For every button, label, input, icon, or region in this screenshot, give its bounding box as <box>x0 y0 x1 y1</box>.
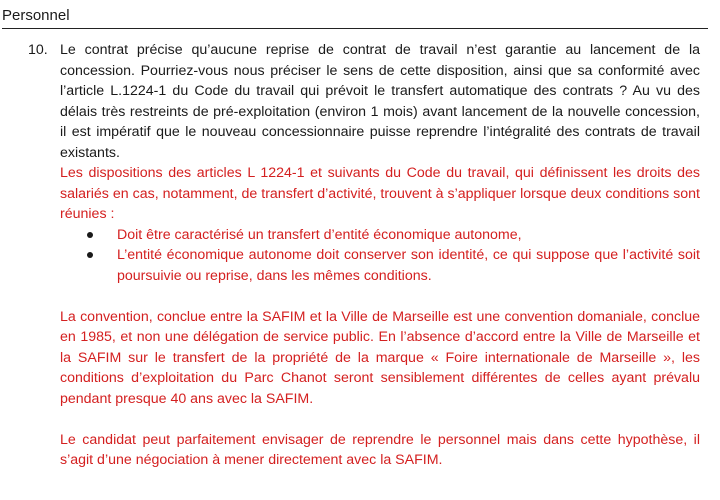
section-header <box>2 6 708 29</box>
paragraph-gap <box>60 286 700 307</box>
list-item <box>87 245 700 286</box>
bullet-icon <box>87 252 93 258</box>
paragraph-gap <box>60 409 700 430</box>
answer-bullet-list <box>60 225 700 287</box>
section-title: Personnel <box>2 7 70 24</box>
answer-intro: Les dispositions des articles L 1224-1 et suivants du Code du travail, qui définissent les droits des salariés en cas, notamment, de transfert d’activité, trouvent à s’appliquer lorsque deux conditions sont réunies : <box>60 165 700 222</box>
item-body <box>60 40 700 471</box>
bullet-icon <box>87 232 93 238</box>
list-item <box>87 225 700 246</box>
answer-paragraph-2: La convention, conclue entre la SAFIM et la Ville de Marseille est une convention domaniale, conclue en 1985, et non une délégation de service public. En l’absence d’accord entre la Ville de Marseille et la SAFIM sur le transfert de la propriété de la marque « Foire internationale de Marseille », les conditions d’exploitation du Parc Chanot seront sensiblement différentes de celles ayant prévalu pendant presque 40 ans avec la SAFIM. <box>60 308 700 407</box>
answer-paragraph-3: Le candidat peut parfaitement envisager de reprendre le personnel mais dans cette hypothèse, il s’agit d’une négociation à mener directement avec la SAFIM. <box>60 431 700 468</box>
item-number: 10. <box>28 42 48 58</box>
bullet-text: Doit être caractérisé un transfert d’entité économique autonome, <box>117 226 522 243</box>
bullet-text: L’entité économique autonome doit conserver son identité, ce qui suppose que l’activité soit poursuivie ou reprise, dans les mêmes conditions. <box>117 247 700 284</box>
question-item <box>30 40 700 471</box>
answer-block <box>60 163 700 471</box>
question-text: Le contrat précise qu’aucune reprise de contrat de travail n’est garantie au lancement de la concession. Pourriez-vous nous préciser le sens de cette disposition, ainsi que sa conformité avec l’article L.1224-1 du Code du travail qui prévoit le transfert automatique des contrats ? Au vu des délais très restreints de pré-exploitation (environ 1 mois) avant lancement de la nouvelle concession, il est impératif que le nouveau concessionnaire puisse reprendre l’intégralité des contrats de travail existants. <box>60 42 700 161</box>
